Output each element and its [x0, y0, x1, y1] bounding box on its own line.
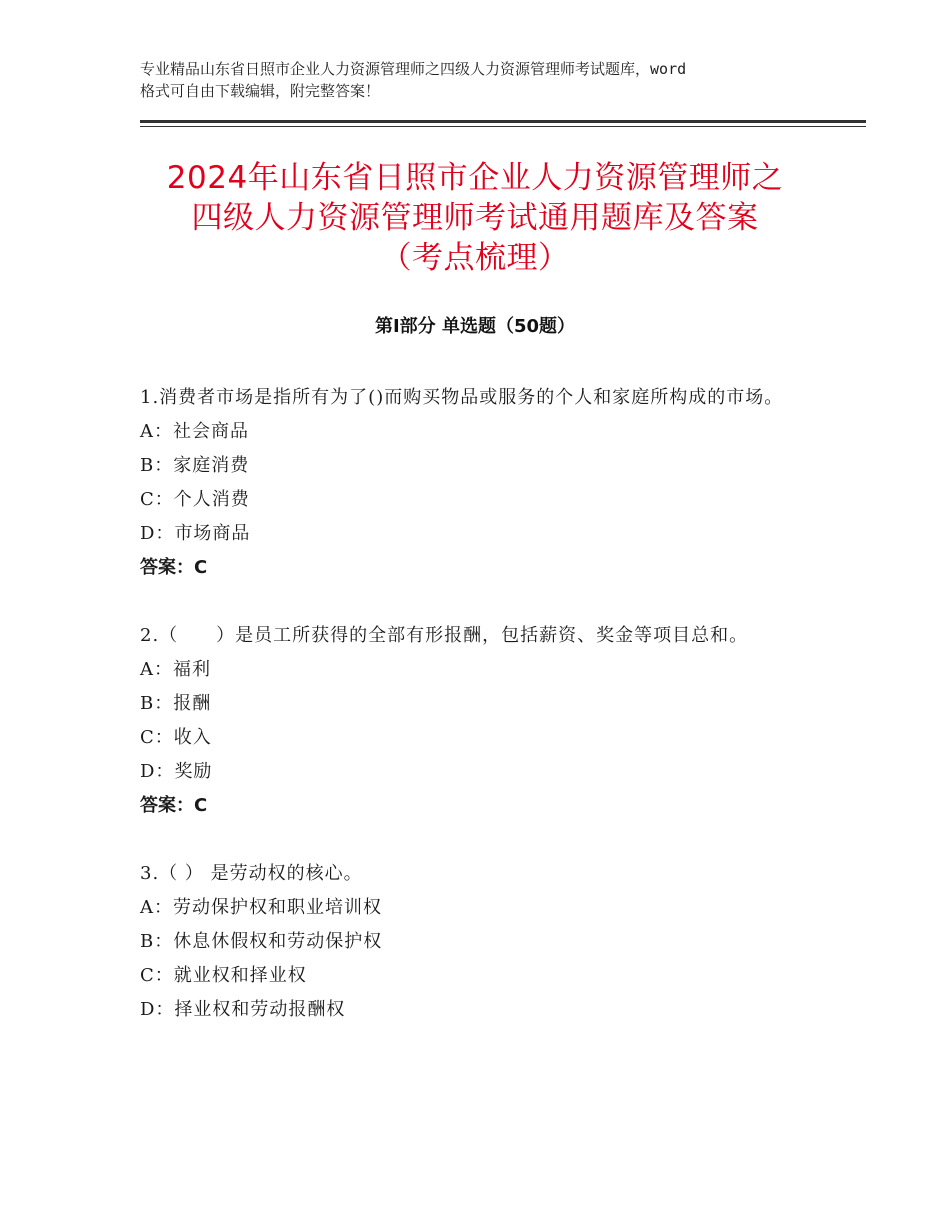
option-key: A： — [140, 897, 173, 918]
option-key: C： — [140, 489, 174, 510]
document-title-line-2: 四级人力资源管理师考试通用题库及答案 — [191, 200, 759, 236]
option-text: 福利 — [173, 659, 211, 680]
option-a — [140, 415, 820, 449]
document-title — [100, 158, 850, 278]
option-b — [140, 687, 820, 721]
option-a — [140, 891, 820, 925]
question-stem: 2.（ ）是员工所获得的全部有形报酬，包括薪资、奖金等项目总和。 — [140, 625, 749, 646]
option-key: C： — [140, 727, 174, 748]
header-divider-thin — [140, 126, 866, 127]
option-text: 市场商品 — [174, 523, 251, 544]
option-key: D： — [140, 999, 175, 1020]
header-note-line-1: 专业精品山东省日照市企业人力资源管理师之四级人力资源管理师考试题库，word — [140, 60, 687, 78]
question-list — [140, 381, 820, 1061]
option-key: D： — [140, 761, 175, 782]
document-title-line-3: （考点梳理） — [380, 240, 570, 276]
option-key: B： — [140, 455, 174, 476]
option-key: A： — [140, 659, 173, 680]
option-text: 社会商品 — [173, 421, 249, 442]
header-divider-thick — [140, 120, 866, 123]
option-key: B： — [140, 693, 174, 714]
question-1 — [140, 381, 820, 585]
answer-label: 答案：C — [140, 557, 208, 578]
option-b — [140, 449, 820, 483]
option-key: A： — [140, 421, 173, 442]
option-b — [140, 925, 820, 959]
section-title: 第Ⅰ部分 单选题（50题） — [374, 316, 575, 337]
option-d — [140, 755, 820, 789]
option-d — [140, 517, 820, 551]
question-3 — [140, 857, 820, 1027]
option-text: 就业权和择业权 — [173, 965, 307, 986]
option-text: 个人消费 — [173, 489, 250, 510]
option-text: 劳动保护权和职业培训权 — [173, 897, 382, 918]
answer-label: 答案：C — [140, 795, 208, 816]
option-c — [140, 721, 820, 755]
header-note-line-2: 格式可自由下载编辑，附完整答案！ — [140, 82, 381, 100]
option-text: 报酬 — [173, 693, 212, 714]
option-text: 奖励 — [174, 761, 213, 782]
option-key: D： — [140, 523, 175, 544]
option-d — [140, 993, 820, 1027]
option-c — [140, 483, 820, 517]
option-text: 择业权和劳动报酬权 — [174, 999, 346, 1020]
option-key: B： — [140, 931, 174, 952]
option-key: C： — [140, 965, 174, 986]
header-note — [140, 58, 830, 102]
option-a — [140, 653, 820, 687]
option-text: 家庭消费 — [173, 455, 250, 476]
option-c — [140, 959, 820, 993]
document-title-line-1: 2024年山东省日照市企业人力资源管理师之 — [166, 160, 784, 196]
option-text: 休息休假权和劳动保护权 — [173, 931, 383, 952]
question-2 — [140, 619, 820, 823]
question-stem: 1.消费者市场是指所有为了()而购买物品或服务的个人和家庭所构成的市场。 — [140, 387, 784, 408]
question-stem: 3.（ ） 是劳动权的核心。 — [140, 863, 363, 884]
option-text: 收入 — [173, 727, 212, 748]
